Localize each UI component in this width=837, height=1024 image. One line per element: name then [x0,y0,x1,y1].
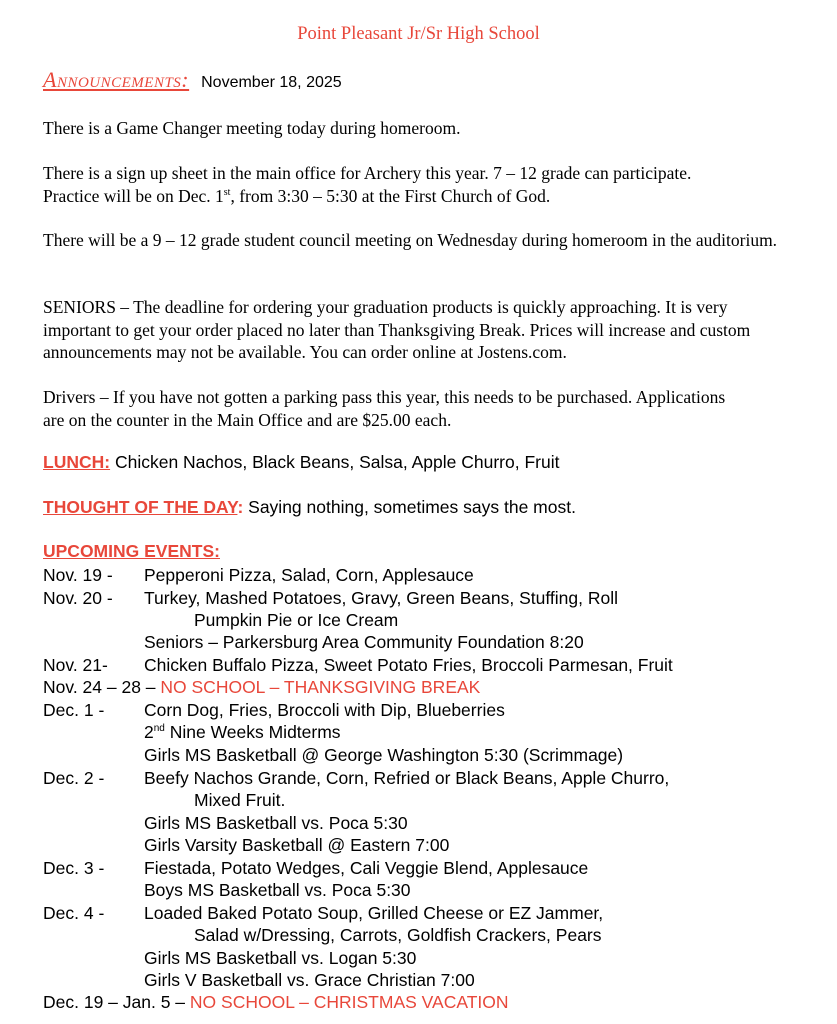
event-text-continued: Pumpkin Pie or Ice Cream [194,610,399,630]
announcements-date: November 18, 2025 [201,74,342,91]
announcements-header [43,67,342,93]
announcement-item: SENIORS – The deadline for ordering your graduation products is quickly approaching. It is very important to get your order placed no later than Thanksgiving Break. Prices will increase and custom announcements may not be available. You can order online at Jostens.com. [43,297,751,362]
event-text: Turkey, Mashed Potatoes, Gravy, Green Beans, Stuffing, Roll [144,588,619,608]
lunch-label: LUNCH: [43,452,111,472]
event-text [144,721,341,743]
event-no-school: NO SCHOOL – CHRISTMAS VACATION [189,992,509,1012]
thought-line [43,497,576,518]
event-date: Nov. 20 - [43,588,113,608]
event-text: Girls MS Basketball vs. Poca 5:30 [144,813,408,833]
announcements-heading: Announcements: [43,67,190,92]
event-date-text: Nov. 24 – 28 – [43,677,161,697]
events-heading: UPCOMING EVENTS: [43,541,220,561]
event-date-text: Dec. 19 – Jan. 5 – [43,992,190,1012]
midterm-number: 2 [144,722,154,742]
event-date: Dec. 3 - [43,858,105,878]
archery-line-2-rest: , from 3:30 – 5:30 at the First Church of God. [230,185,551,206]
event-text: Girls V Basketball vs. Grace Christian 7:00 [144,970,475,990]
event-text: Girls MS Basketball @ George Washington 5:30 (Scrimmage) [144,745,624,765]
midterm-text: Nine Weeks Midterms [164,722,341,742]
thought-label: THOUGHT OF THE DAY [43,497,238,517]
event-text: Chicken Buffalo Pizza, Sweet Potato Fries, Broccoli Parmesan, Fruit [144,655,673,675]
school-title: Point Pleasant Jr/Sr High School [297,24,540,44]
announcement-item: There is a Game Changer meeting today during homeroom. [43,118,461,138]
lunch-line [43,452,559,473]
event-date-range [43,991,509,1013]
ordinal-suffix: st [223,186,231,198]
thought-text: Saying nothing, sometimes says the most. [248,497,576,517]
event-text: Corn Dog, Fries, Broccoli with Dip, Blueberries [144,700,505,720]
event-date: Dec. 4 - [43,903,105,923]
archery-line-1: There is a sign up sheet in the main office for Archery this year. 7 – 12 grade can participate. [43,163,692,183]
thought-colon: : [237,497,244,517]
event-text-continued: Mixed Fruit. [194,790,286,810]
event-no-school: NO SCHOOL – THANKSGIVING BREAK [160,677,481,697]
event-text: Beefy Nachos Grande, Corn, Refried or Black Beans, Apple Churro, [144,768,670,788]
event-text: Loaded Baked Potato Soup, Grilled Cheese or EZ Jammer, [144,903,604,923]
event-text: Fiestada, Potato Wedges, Cali Veggie Blend, Applesauce [144,858,589,878]
event-text: Pepperoni Pizza, Salad, Corn, Applesauce [144,565,474,585]
announcement-item [43,162,783,207]
event-date: Dec. 2 - [43,768,105,788]
event-text: Girls Varsity Basketball @ Eastern 7:00 [144,835,450,855]
event-text: Boys MS Basketball vs. Poca 5:30 [144,880,411,900]
announcement-item: Drivers – If you have not gotten a parking pass this year, this needs to be purchased. Applications are on the counter in the Main Office and are $25.00 each. [43,387,726,430]
event-text: Seniors – Parkersburg Area Community Foundation 8:20 [144,632,584,652]
event-date-range [43,676,480,698]
event-date: Nov. 21- [43,655,108,675]
event-date: Dec. 1 - [43,700,105,720]
event-date: Nov. 19 - [43,565,113,585]
announcement-item: There will be a 9 – 12 grade student council meeting on Wednesday during homeroom in the auditorium. [43,230,778,250]
ordinal-suffix: nd [153,723,165,735]
archery-line-2: Practice will be on Dec. 1 [43,185,224,206]
event-text-continued: Salad w/Dressing, Carrots, Goldfish Crackers, Pears [194,925,602,945]
lunch-text: Chicken Nachos, Black Beans, Salsa, Apple Churro, Fruit [114,452,560,472]
event-text: Girls MS Basketball vs. Logan 5:30 [144,948,417,968]
